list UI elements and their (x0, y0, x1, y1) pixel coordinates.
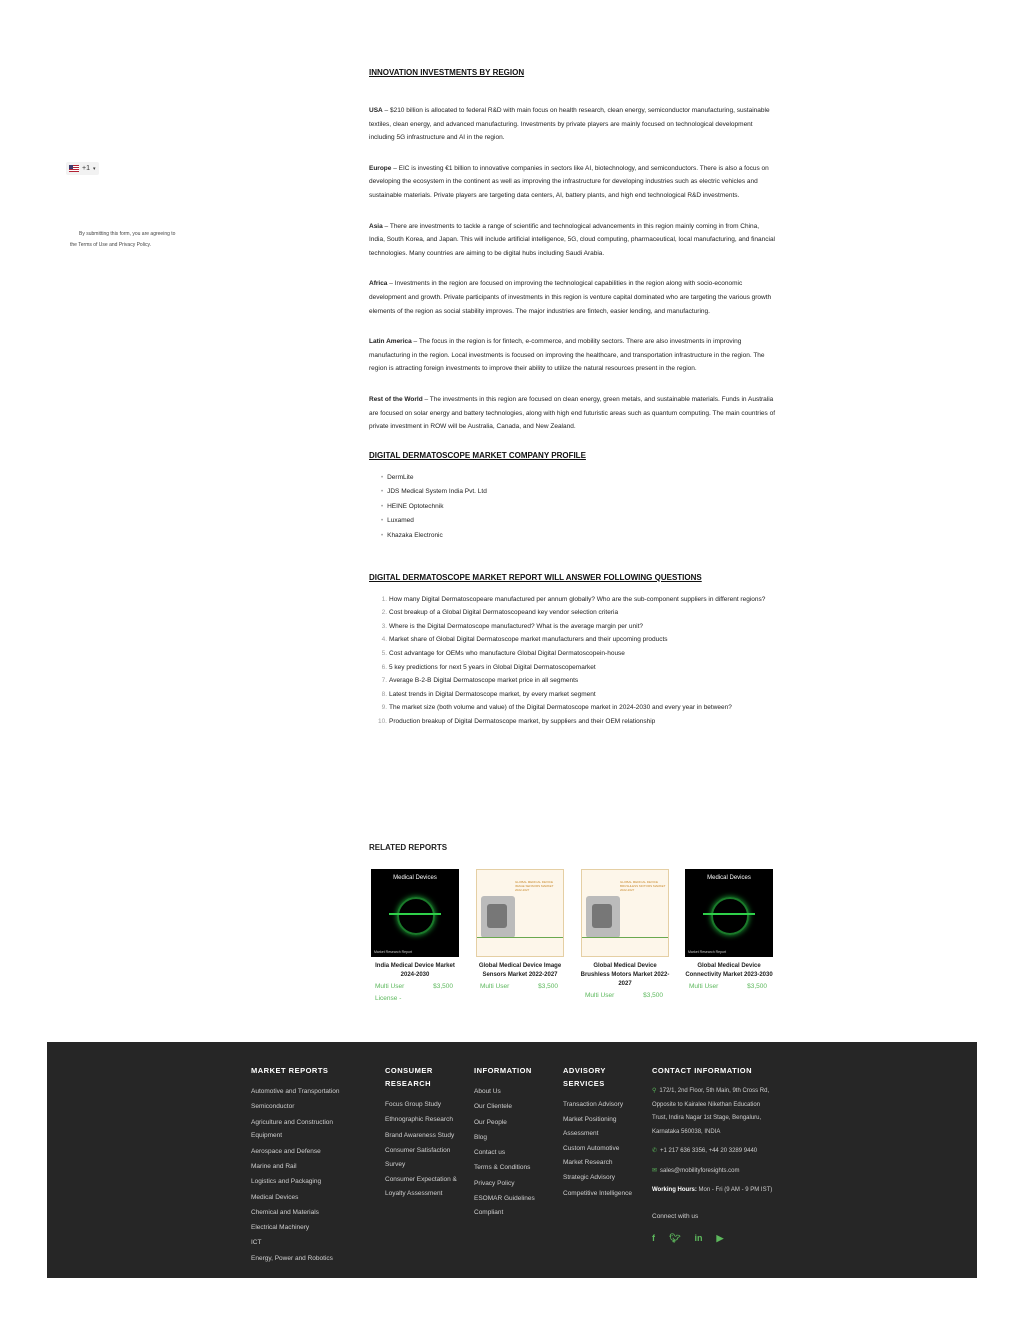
region-name: Asia (369, 222, 383, 230)
company-profile-heading: DIGITAL DERMATOSCOPE MARKET COMPANY PROFILE (369, 450, 586, 460)
footer-link[interactable]: Market Positioning Assessment (563, 1116, 617, 1138)
linkedin-icon[interactable]: in (694, 1233, 703, 1243)
social-links (652, 1233, 774, 1244)
question-item (369, 606, 775, 620)
question-item (369, 620, 775, 634)
question-number: 7. (381, 677, 387, 685)
question-text: 5 key predictions for next 5 years in Global Digital Dermatoscopemarket (389, 663, 596, 671)
footer-link[interactable]: Competitive Intelligence (563, 1189, 633, 1197)
report-thumbnail[interactable] (476, 869, 564, 957)
company-name: HEINE Optotechnik (387, 502, 444, 510)
thumbnail-title: GLOBAL MEDICAL DEVICE IMAGE SENSORS MARKET 2022-2027 (515, 880, 554, 892)
region-name: Africa (369, 280, 388, 288)
thumbnail-divider (582, 937, 668, 938)
footer-link[interactable]: Privacy Policy (474, 1179, 515, 1187)
company-item (381, 485, 775, 500)
question-number: 5. (381, 650, 387, 658)
footer-link[interactable]: Medical Devices (251, 1193, 299, 1201)
related-reports-grid (369, 869, 779, 1019)
device-image-detail (592, 904, 612, 928)
question-number: 9. (381, 704, 387, 712)
footer-link[interactable]: Strategic Advisory (563, 1174, 616, 1182)
question-item (369, 633, 775, 647)
device-image-detail (487, 904, 507, 928)
footer-link[interactable]: Our Clientele (474, 1103, 512, 1111)
question-item (369, 701, 775, 715)
company-name: Khazaka Electronic (387, 532, 443, 540)
question-text: Market share of Global Digital Dermatoscope market manufacturers and their upcoming products (389, 636, 668, 644)
report-title[interactable]: India Medical Device Market 2024-2030 (375, 963, 455, 978)
thumbnail-divider (477, 937, 563, 938)
footer-information (474, 1064, 550, 1221)
footer-link[interactable]: Marine and Rail (251, 1162, 297, 1170)
article-body (369, 68, 775, 729)
contact-phone[interactable] (652, 1145, 774, 1159)
footer-heading: MARKET REPORTS (251, 1066, 329, 1075)
thumbnail-title: GLOBAL MEDICAL DEVICE BRUSHLESS MOTORS MARKET 2022-2027 (620, 880, 666, 892)
company-list (369, 471, 775, 544)
footer-link[interactable]: Blog (474, 1133, 488, 1141)
region-paragraph (369, 277, 775, 318)
report-price-row (585, 990, 663, 1002)
region-paragraph (369, 162, 775, 203)
footer-consumer-research (385, 1064, 463, 1202)
question-text: Average B-2-B Digital Dermatoscope market price in all segments (389, 677, 579, 685)
site-footer (47, 1042, 977, 1278)
footer-link[interactable]: About Us (474, 1088, 501, 1095)
question-number: 1. (381, 595, 387, 603)
contact-email[interactable] (652, 1165, 774, 1179)
question-number: 4. (381, 636, 387, 644)
footer-link[interactable]: Energy, Power and Robotics (251, 1254, 333, 1262)
hours-label: Working Hours: (652, 1187, 697, 1193)
heartbeat-ring-graphic (711, 897, 749, 935)
footer-heading: INFORMATION (474, 1066, 532, 1075)
youtube-icon[interactable]: ▶ (716, 1233, 724, 1243)
pulse-line-graphic (703, 913, 755, 915)
footer-heading: CONSUMER RESEARCH (385, 1066, 433, 1088)
footer-link[interactable]: Logistics and Packaging (251, 1178, 322, 1186)
region-name: Europe (369, 164, 392, 172)
footer-link[interactable]: Semiconductor (251, 1103, 295, 1111)
region-text: – $210 billion is allocated to federal R&D with main focus on health research, clean energy, semiconductor manufacturing, sustainable textiles, clean energy, and advanced manufacturing. Investments by private players are mainly focused on technological development including 5G infrastructure and AI in the region. (369, 107, 770, 142)
form-consent-text (70, 229, 200, 251)
question-number: 3. (381, 622, 387, 630)
chevron-down-icon: ▾ (92, 165, 96, 172)
question-number: 8. (381, 690, 387, 698)
related-report-card[interactable] (369, 869, 473, 1005)
company-name: Luxamed (387, 517, 414, 525)
question-text: Where is the Digital Dermatoscope manufactured? What is the average margin per unit? (389, 622, 643, 630)
footer-heading: CONTACT INFORMATION (652, 1066, 753, 1075)
company-item (381, 500, 775, 515)
region-text: – Investments in the region are focused on improving the technological capabilities in the region along with socio-economic development and growth. Private participants of investments in this region is venture capital dominated who are targeting the various growth elements of the region as social stability improves. The major industries are fintech, easier lending, and manufacturing. (369, 280, 772, 315)
question-number: 10. (377, 718, 387, 725)
hours-text: Mon - Fri (9 AM - 9 PM IST) (696, 1187, 773, 1193)
region-paragraph (369, 393, 775, 434)
footer-link[interactable]: Chemical and Materials (251, 1208, 319, 1216)
company-item (381, 471, 775, 486)
company-name: JDS Medical System India Pvt. Ltd (387, 488, 487, 496)
twitter-icon[interactable]: 🐦︎ (669, 1233, 681, 1243)
location-icon: ⚲ (652, 1088, 657, 1094)
question-text: Cost breakup of a Global Digital Dermatoscopeand key vendor selection criteria (389, 609, 619, 617)
question-item (369, 715, 775, 729)
heartbeat-ring-graphic (397, 897, 435, 935)
footer-link[interactable]: Agriculture and Construction Equipment (251, 1118, 334, 1140)
phone-text: +1 217 636 3356, +44 20 3289 9440 (660, 1148, 758, 1154)
question-text: Cost advantage for OEMs who manufacture Global Digital Dermatoscopein-house (389, 650, 625, 658)
thumbnail-title: Medical Devices (707, 875, 751, 881)
region-paragraph (369, 220, 775, 261)
question-item (369, 661, 775, 675)
question-text: How many Digital Dermatoscopeare manufactured per annum globally? Who are the sub-component suppliers in different regions? (389, 595, 766, 603)
question-item (369, 688, 775, 702)
license-type: Multi User License - (375, 983, 405, 1002)
footer-link[interactable]: Brand Awareness Study (385, 1131, 455, 1139)
footer-link[interactable]: ICT (251, 1239, 262, 1247)
email-text: sales@mobilityforesights.com (660, 1167, 740, 1174)
region-text: – The investments in this region are focused on clean energy, green metals, and sustainable materials. Funds in Australia are focused on solar energy and battery technologies, along with high end futuristic areas such as quantum computing. The main countries of private investment in ROW will be Australia, Canada, and New Zealand. (369, 395, 776, 431)
phone-icon: ✆ (652, 1148, 658, 1154)
email-icon: ✉ (652, 1167, 658, 1174)
price-value: $3,500 (538, 983, 558, 990)
region-name: Rest of the World (369, 395, 423, 403)
company-name: DermLite (387, 473, 414, 481)
footer-link[interactable]: Terms & Conditions (474, 1164, 531, 1172)
related-report-card[interactable] (683, 869, 787, 993)
thumbnail-footer: Market Research Report (688, 950, 727, 954)
thumbnail-title: Medical Devices (393, 875, 437, 881)
us-flag-icon (69, 165, 79, 172)
regions-list (369, 104, 775, 434)
footer-link[interactable]: Automotive and Transportation (251, 1088, 340, 1095)
footer-advisory (563, 1064, 639, 1202)
footer-link[interactable]: ESOMAR Guidelines Compliant (474, 1195, 535, 1216)
address-text: 172/1, 2nd Floor, 5th Main, 9th Cross Rd, Opposite to Kairalee Nikethan Education Trust, Indira Nagar 1st Stage, Bengaluru, Karnataka 560038, INDIA (652, 1088, 770, 1135)
question-text: Production breakup of Digital Dermatoscope market, by suppliers and their OEM relationship (389, 718, 656, 725)
footer-link[interactable]: Consumer Expectation & Loyalty Assessment (385, 1175, 457, 1197)
questions-heading: DIGITAL DERMATOSCOPE MARKET REPORT WILL ANSWER FOLLOWING QUESTIONS (369, 572, 702, 582)
region-text: – The focus in the region is for fintech, e-commerce, and mobility sectors. There are also investments in improving manufacturing in the region. Local investments is focused on improving the healthcare, and transportation infrastructure in the region. The region is attracting foreign investments to improve their ability to utilize the natural resources present in the region. (369, 338, 765, 373)
region-paragraph (369, 104, 775, 145)
question-item (369, 593, 775, 607)
report-title[interactable]: Global Medical Device Connectivity Market 2023-2030 (685, 963, 773, 978)
footer-contact (652, 1064, 774, 1244)
report-price-row (689, 981, 767, 993)
report-title[interactable]: Global Medical Device Image Sensors Market 2022-2027 (478, 963, 562, 978)
report-thumbnail[interactable] (685, 869, 773, 957)
question-number: 6. (381, 663, 387, 671)
question-text: Latest trends in Digital Dermatoscope market, by every market segment (389, 690, 596, 698)
company-item (381, 514, 775, 529)
consent-line-2: the Terms of Use and Privacy Policy. (70, 242, 151, 248)
report-price-row (480, 981, 558, 993)
connect-label: Connect with us (652, 1212, 699, 1220)
price-value: $3,500 (433, 983, 453, 990)
regions-heading: INNOVATION INVESTMENTS BY REGION (369, 68, 525, 77)
license-type: Multi User (480, 983, 510, 990)
license-type: Multi User (585, 992, 615, 999)
question-number: 2. (381, 609, 387, 617)
footer-link[interactable]: Custom Automotive Market Research (563, 1145, 620, 1167)
price-value: $3,500 (643, 992, 663, 999)
footer-heading: ADVISORY SERVICES (563, 1066, 606, 1088)
question-text: The market size (both volume and value) of the Digital Dermatoscope market in 2024-2030 and every year in between? (389, 704, 732, 712)
footer-link[interactable]: Aerospace and Defense (251, 1147, 321, 1155)
price-value: $3,500 (747, 983, 767, 990)
license-type: Multi User (689, 983, 719, 990)
facebook-icon[interactable]: f (652, 1233, 655, 1243)
pulse-line-graphic (389, 913, 441, 915)
footer-link[interactable]: Consumer Satisfaction Survey (385, 1146, 451, 1168)
report-thumbnail[interactable] (581, 869, 669, 957)
footer-link[interactable]: Our People (474, 1118, 507, 1126)
footer-link[interactable]: Electrical Machinery (251, 1224, 310, 1232)
report-thumbnail[interactable] (371, 869, 459, 957)
footer-link[interactable]: Contact us (474, 1149, 506, 1157)
phone-code: +1 (82, 165, 90, 172)
region-text: – There are investments to tackle a range of scientific and technological advancements in this region mainly coming in from China, India, South Korea, and Japan. This will include artificial intelligence, 5G, cloud computing, pharmaceutical, local manufacturing, and financial technologies. Many countries are aiming to be digital hubs including Saudi Arabia. (369, 222, 775, 257)
contact-address (652, 1085, 774, 1139)
question-item (369, 674, 775, 688)
report-title[interactable]: Global Medical Device Brushless Motors Market 2022-2027 (580, 963, 670, 987)
footer-link[interactable]: Ethnographic Research (385, 1116, 453, 1124)
company-item (381, 529, 775, 544)
footer-link[interactable]: Focus Group Study (385, 1101, 441, 1108)
question-item (369, 647, 775, 661)
footer-market-reports (251, 1064, 361, 1267)
working-hours (652, 1184, 774, 1198)
region-paragraph (369, 335, 775, 376)
thumbnail-footer: Market Research Report (374, 950, 413, 954)
related-report-card[interactable] (579, 869, 683, 1002)
report-price-row (375, 981, 453, 1005)
region-text: – EIC is investing €1 billion to innovative companies in sectors like AI, biotechnology, and semiconductors. There is also a focus on developing the ecosystem in the continent as well as improving the infrastructure for developing industries such as electric vehicles and sustainable materials. Private players are targeting data centers, AI, battery plants, and high end technological R&D investments. (369, 164, 769, 199)
questions-list (369, 593, 775, 729)
footer-link[interactable]: Transaction Advisory (563, 1101, 624, 1108)
consent-line-1: By submitting this form, you are agreeing to (79, 231, 176, 237)
phone-country-selector[interactable] (66, 162, 99, 175)
related-reports-heading: RELATED REPORTS (369, 843, 448, 852)
region-name: USA (369, 107, 383, 114)
related-report-card[interactable] (474, 869, 578, 993)
region-name: Latin America (369, 338, 412, 346)
